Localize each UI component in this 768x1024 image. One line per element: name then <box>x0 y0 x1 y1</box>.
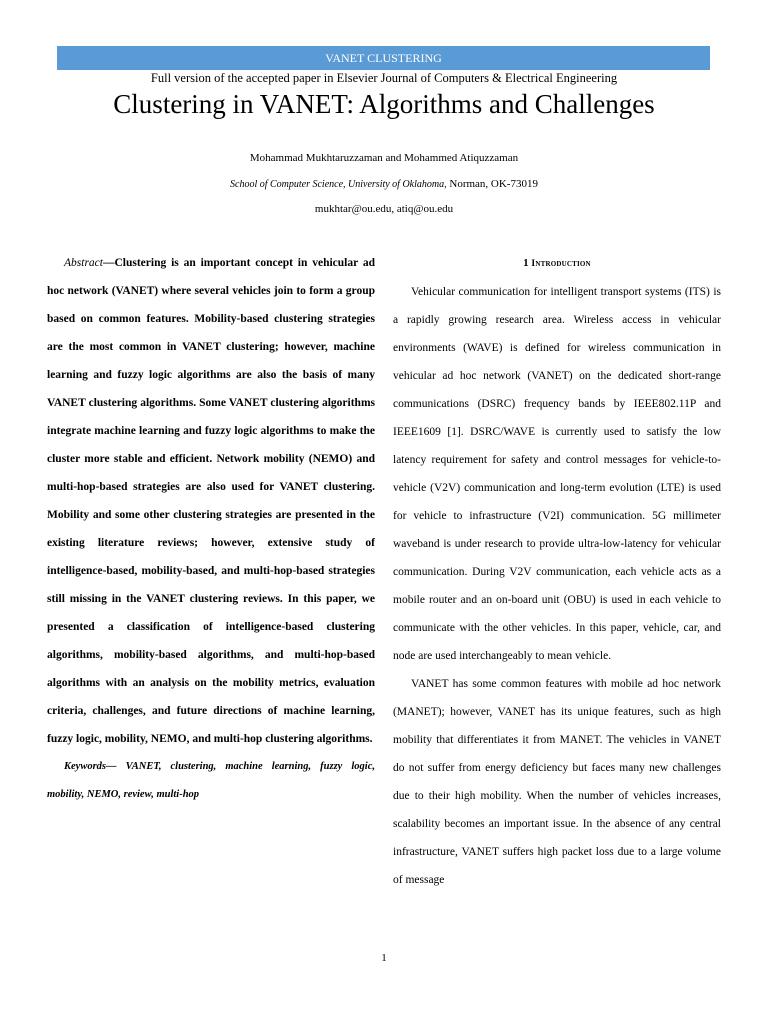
paper-title: Clustering in VANET: Algorithms and Challenges <box>113 89 655 119</box>
keywords-label: Keywords— <box>64 761 126 772</box>
section-title: Introduction <box>531 259 591 269</box>
running-header-banner: VANET CLUSTERING <box>57 46 710 70</box>
intro-paragraph-2: VANET has some common features with mobile ad hoc network (MANET); however, VANET has its unique features, such as high mobility that differentiates it from MANET. The vehicles in VANET do not suffer from energy deficiency but faces many new challenges due to their high mobility. When the number of vehicles increases, scalability becomes an important issue. In the absence of any central infrastructure, VANET suffers high packet loss due to a large volume of message <box>393 678 721 886</box>
section-heading-introduction <box>393 249 721 278</box>
author-emails: mukhtar@ou.edu, atiq@ou.edu <box>314 203 454 215</box>
abstract-label: Abstract <box>64 257 103 269</box>
right-column <box>393 249 721 894</box>
abstract <box>47 249 375 753</box>
keywords-text: VANET, clustering, machine learning, fuzzy logic, mobility, NEMO, review, multi-hop <box>47 761 376 800</box>
abstract-dash: — <box>102 257 115 269</box>
affiliation-institution: School of Computer Science, University of Oklahoma, <box>230 179 447 190</box>
left-column <box>47 249 375 809</box>
intro-paragraph-1: Vehicular communication for intelligent transport systems (ITS) is a rapidly growing research area. Wireless access in vehicular environments (WAVE) is defined for wireless communication in vehicular ad hoc network (VANET) on the dedicated short-range communications (DSRC) frequency bands by IEEE802.11P and IEEE1609 [1]. DSRC/WAVE is currently used to satisfy the low latency requirement for safety and control messages for vehicle-to-vehicle (V2V) communication and long-term evolution (LTE) is used for vehicle to infrastructure (V2I) communication. 5G millimeter waveband is under research to provide ultra-low-latency for vehicular communication. During V2V communication, each vehicle acts as a mobile router and an on-board unit (OBU) is used in each vehicle to communicate with the other vehicles. In this paper, vehicle, car, and node are used interchangeably to mean vehicle. <box>393 286 721 662</box>
section-number: 1 <box>523 257 532 269</box>
affiliation-location: Norman, OK-73019 <box>446 178 538 190</box>
page-number: 1 <box>381 952 387 964</box>
keywords <box>47 753 375 809</box>
affiliation <box>0 176 768 193</box>
author-list: Mohammad Mukhtaruzzaman and Mohammed Atiquzzaman <box>249 152 519 164</box>
journal-note: Full version of the accepted paper in Elsevier Journal of Computers & Electrical Engineering <box>150 71 618 85</box>
abstract-text: Clustering is an important concept in vehicular ad hoc network (VANET) where several vehicles join to form a group based on common features. Mobility-based clustering strategies are the most common in VANET clustering; however, machine learning and fuzzy logic algorithms are also the basis of many VANET clustering algorithms. Some VANET clustering algorithms integrate machine learning and fuzzy logic algorithms to make the cluster more stable and efficient. Network mobility (NEMO) and multi-hop-based strategies are also used for VANET clustering. Mobility and some other clustering strategies are presented in the existing literature reviews; however, extensive study of intelligence-based, mobility-based, and multi-hop-based strategies still missing in the VANET clustering reviews. In this paper, we presented a classification of intelligence-based clustering algorithms, mobility-based algorithms, and multi-hop-based algorithms with an analysis on the mobility metrics, evaluation criteria, challenges, and future directions of machine learning, fuzzy logic, mobility, NEMO, and multi-hop clustering algorithms. <box>47 257 375 745</box>
